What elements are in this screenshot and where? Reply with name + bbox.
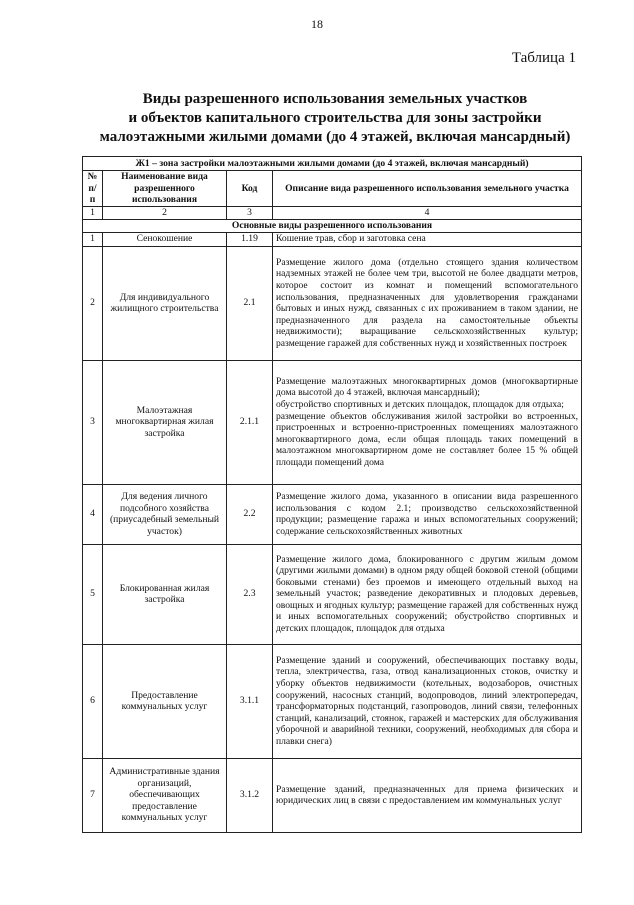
col-header-name: Наименование вида разрешенного использования bbox=[103, 171, 227, 207]
table-row bbox=[83, 484, 582, 544]
row-use-description: Размещение жилого дома, указанного в описании вида разрешенного использования с кодом 2.1; производство сельскохозяйственной продукции; размещение гаража и иных вспомогательных сооружений; содержание сельскохозяйственных животных bbox=[273, 484, 582, 544]
row-use-description: Размещение жилого дома, блокированного с другим жилым домом (другими жилыми домами) в одном ряду общей боковой стеной (общими боковыми стенами) без проемов и имеющего отдельный выход на земельный участок; разведение декоративных и плодовых деревьев, овощных и ягодных культур; размещение гаражей для собственных нужд и иных вспомогательных сооружений; обустройство спортивных и детских площадок, площадок для отдыха bbox=[273, 544, 582, 644]
table-row bbox=[83, 360, 582, 484]
row-number: 3 bbox=[83, 360, 103, 484]
row-use-code: 1.19 bbox=[227, 232, 273, 246]
col-header-code: Код bbox=[227, 171, 273, 207]
row-use-description: Размещение жилого дома (отдельно стоящего здания количеством надземных этажей не более чем три, высотой не более двадцати метров, которое состоит из комнат и помещений вспомогательного использования, предназначенных для удовлетворения гражданами бытовых и иных нужд, связанных с их проживанием в таком здании, не предназначенного для раздела на самостоятельные объекты недвижимости); выращивание сельскохозяйственных культур; размещение гаражей для собственных нужд и хозяйственных построек bbox=[273, 246, 582, 360]
page-number: 18 bbox=[311, 17, 323, 31]
table-row bbox=[83, 246, 582, 360]
row-use-name: Блокированная жилая застройка bbox=[103, 544, 227, 644]
row-use-name: Для ведения личного подсобного хозяйства (приусадебный земельный участок) bbox=[103, 484, 227, 544]
row-number: 7 bbox=[83, 758, 103, 832]
row-number: 1 bbox=[83, 232, 103, 246]
zone-header: Ж1 – зона застройки малоэтажными жилыми домами (до 4 этажей, включая мансардный) bbox=[83, 157, 582, 171]
row-number: 2 bbox=[83, 246, 103, 360]
col-header-desc: Описание вида разрешенного использования земельного участка bbox=[273, 171, 582, 207]
row-use-description: Кошение трав, сбор и заготовка сена bbox=[273, 232, 582, 246]
table-row bbox=[83, 758, 582, 832]
col-index: 1 bbox=[83, 207, 103, 220]
col-header-num: № п/п bbox=[83, 171, 103, 207]
table-row bbox=[83, 232, 582, 246]
row-use-code: 2.1 bbox=[227, 246, 273, 360]
row-use-code: 2.3 bbox=[227, 544, 273, 644]
section-row bbox=[83, 219, 582, 232]
row-use-name: Малоэтажная многоквартирная жилая застройка bbox=[103, 360, 227, 484]
row-number: 6 bbox=[83, 644, 103, 758]
table-row bbox=[83, 644, 582, 758]
row-number: 5 bbox=[83, 544, 103, 644]
col-index: 3 bbox=[227, 207, 273, 220]
row-number: 4 bbox=[83, 484, 103, 544]
title-line: и объектов капитального строительства для зоны застройки bbox=[128, 110, 542, 126]
column-header-row bbox=[83, 171, 582, 207]
title-line: Виды разрешенного использования земельных участков bbox=[142, 91, 528, 107]
row-use-description: Размещение малоэтажных многоквартирных домов (многоквартирные дома высотой до 4 этажей, включая мансардный); обустройство спортивных и детских площадок, площадок для отдыха; размещение объектов обслуживания жилой застройки во встроенных, пристроенных и встроенно-пристроенных помещениях малоэтажного многоквартирного дома, если общая площадь таких помещений в малоэтажном многоквартирном доме не составляет более 15 % общей площади помещений дома bbox=[273, 360, 582, 484]
row-use-name: Предоставление коммунальных услуг bbox=[103, 644, 227, 758]
column-index-row bbox=[83, 207, 582, 220]
row-use-name: Сенокошение bbox=[103, 232, 227, 246]
table-label: Таблица 1 bbox=[511, 50, 576, 66]
permitted-use-table bbox=[82, 156, 582, 833]
zone-header-row bbox=[83, 157, 582, 171]
col-index: 2 bbox=[103, 207, 227, 220]
row-use-code: 3.1.2 bbox=[227, 758, 273, 832]
title-line: малоэтажными жилыми домами (до 4 этажей, включая мансардный) bbox=[99, 129, 571, 145]
row-use-code: 2.1.1 bbox=[227, 360, 273, 484]
row-use-description: Размещение зданий, предназначенных для приема физических и юридических лиц в связи с предоставлением им коммунальных услуг bbox=[273, 758, 582, 832]
document-title bbox=[70, 90, 600, 147]
table-row bbox=[83, 544, 582, 644]
row-use-code: 3.1.1 bbox=[227, 644, 273, 758]
section-title: Основные виды разрешенного использования bbox=[83, 219, 582, 232]
row-use-name: Административные здания организаций, обеспечивающих предоставление коммунальных услуг bbox=[103, 758, 227, 832]
row-use-name: Для индивидуального жилищного строительства bbox=[103, 246, 227, 360]
col-index: 4 bbox=[273, 207, 582, 220]
row-use-description: Размещение зданий и сооружений, обеспечивающих поставку воды, тепла, электричества, газа, отвод канализационных стоков, очистку и уборку объектов недвижимости (котельных, водозаборов, очистных сооружений, насосных станций, водопроводов, линий электропередач, трансформаторных подстанций, газопроводов, линий связи, телефонных станций, канализаций, стоянок, гаражей и мастерских для обслуживания уборочной и аварийной техники, сооружений, необходимых для сбора и плавки снега) bbox=[273, 644, 582, 758]
row-use-code: 2.2 bbox=[227, 484, 273, 544]
